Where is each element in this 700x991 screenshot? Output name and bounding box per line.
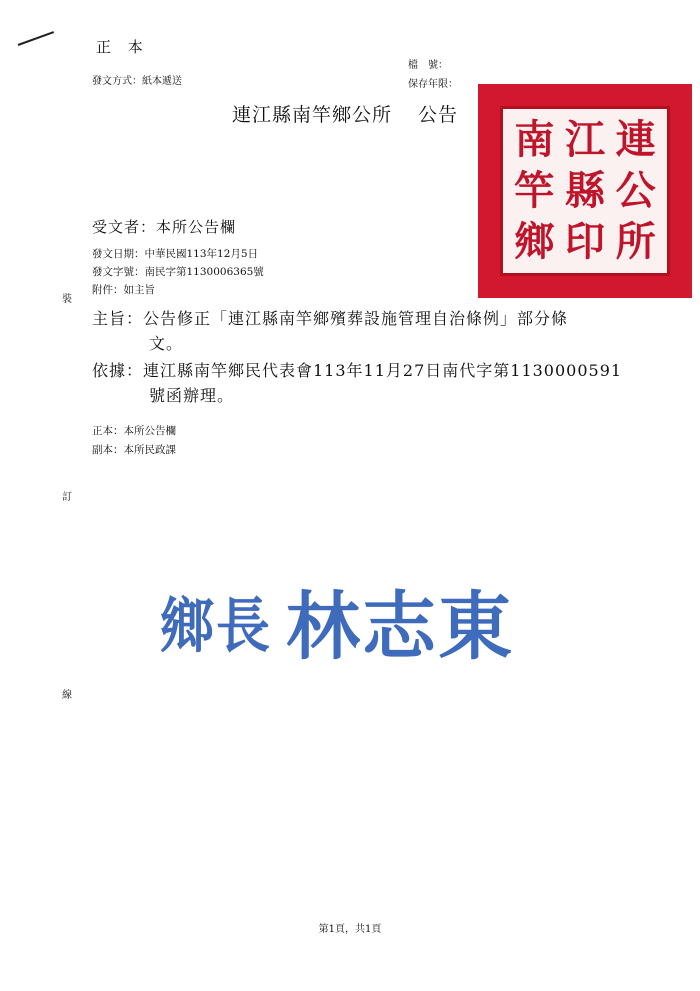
binding-mark-ding: 訂 xyxy=(62,492,72,503)
official-seal xyxy=(478,84,692,298)
original-recipient: 正本：本所公告欄 xyxy=(92,425,176,437)
copy-recipient: 副本：本所民政課 xyxy=(92,444,176,456)
basis-line-1: 依據：連江縣南竿鄉民代表會113年11月27日南代字第1130000591 xyxy=(92,361,623,380)
copy-type-label: 正 本 xyxy=(96,38,149,56)
retention-label: 保存年限： xyxy=(408,79,458,90)
signature-stamp xyxy=(160,576,514,670)
corner-slash-mark xyxy=(18,31,54,46)
seal-char: 公 xyxy=(615,166,656,214)
send-method: 發文方式：紙本遞送 xyxy=(92,76,182,87)
title-doc-type: 公告 xyxy=(418,104,459,126)
seal-char: 鄉 xyxy=(514,217,555,265)
seal-characters xyxy=(509,115,661,267)
seal-char: 江 xyxy=(564,116,605,164)
seal-char: 印 xyxy=(564,217,605,265)
signature-name: 林志東 xyxy=(286,584,514,670)
file-number-label: 檔 號： xyxy=(408,60,448,71)
title-org: 連江縣南竿鄉公所 xyxy=(232,104,393,126)
binding-mark-xian: 線 xyxy=(62,690,72,701)
signature-title: 鄉長 xyxy=(160,589,272,661)
seal-char: 縣 xyxy=(564,166,605,214)
seal-char: 竿 xyxy=(514,166,555,214)
recipient: 受文者：本所公告欄 xyxy=(92,218,237,236)
subject-line-1: 主旨：公告修正「連江縣南竿鄉殯葬設施管理自治條例」部分條 xyxy=(92,309,569,328)
basis-line-2: 號函辦理。 xyxy=(149,386,235,405)
document-title xyxy=(232,100,458,127)
seal-char: 所 xyxy=(615,217,656,265)
seal-char: 南 xyxy=(514,116,555,164)
seal-char: 連 xyxy=(615,116,656,164)
attachment: 附件：如主旨 xyxy=(92,284,155,296)
binding-mark-zhuang: 裝 xyxy=(62,294,72,305)
issue-date: 發文日期：中華民國113年12月5日 xyxy=(92,248,259,260)
document-number: 發文字號：南民字第1130006365號 xyxy=(92,266,264,278)
page-footer: 第1頁，共1頁 xyxy=(318,924,382,935)
seal-inner-frame xyxy=(500,106,670,276)
subject-line-2: 文。 xyxy=(149,334,184,353)
